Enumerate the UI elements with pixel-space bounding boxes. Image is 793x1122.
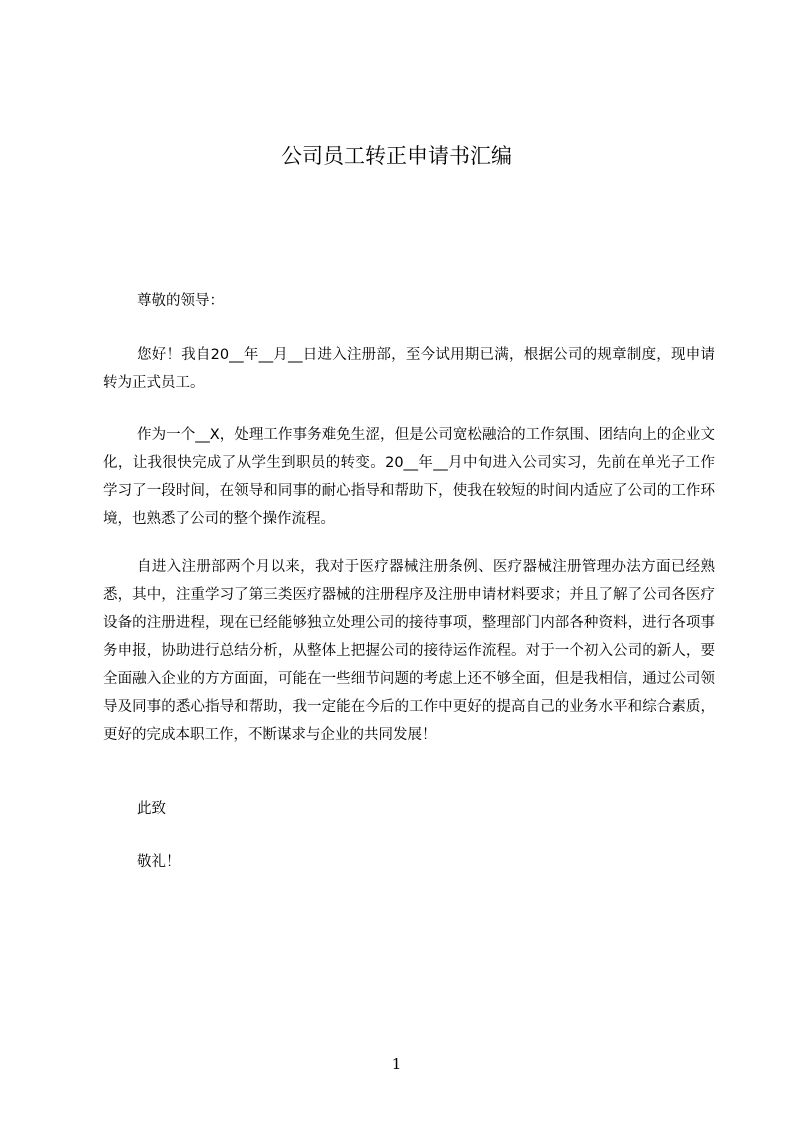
salutation: 尊敬的领导： (137, 293, 224, 309)
document-title: 公司员工转正申请书汇编 (281, 144, 512, 168)
closing-line-2: 敬礼！ (137, 854, 181, 870)
closing-line-1: 此致 (137, 801, 166, 817)
page-number: 1 (391, 1055, 402, 1073)
paragraph-3: 自进入注册部两个月以来，我对于医疗器械注册条例、医疗器械注册管理办法方面已经熟悉，其中，注重学习了第三类医疗器械的注册程序及注册申请材料要求；并且了解了公司各医疗设备的注册进程，现在已经能够独立处理公司的接待事项，整理部门内部各种资料，进行各项事务申报，协助进行总结分析，从整体上把握公司的接待运作流程。对于一个初入公司的新人，要全面融入企业的方方面面，可能在一些细节问题的考虑上还不够全面，但是我相信，通过公司领导及同事的悉心指导和帮助，我一定能在今后的工作中更好的提高自己的业务水平和综合素质，更好的完成本职工作，不断谋求与企业的共同发展！ (103, 559, 715, 743)
paragraph-1: 您好！我自20__年__月__日进入注册部，至今试用期已满，根据公司的规章制度，现申请转为正式员工。 (103, 347, 715, 391)
paragraph-2: 作为一个__X，处理工作事务难免生涩，但是公司宽松融洽的工作氛围、团结向上的企业文化，让我很快完成了从学生到职员的转变。20__年__月中旬进入公司实习，先前在单光子工作学习了一段时间，在领导和同事的耐心指导和帮助下，使我在较短的时间内适应了公司的工作环境，也熟悉了公司的整个操作流程。 (103, 427, 715, 527)
